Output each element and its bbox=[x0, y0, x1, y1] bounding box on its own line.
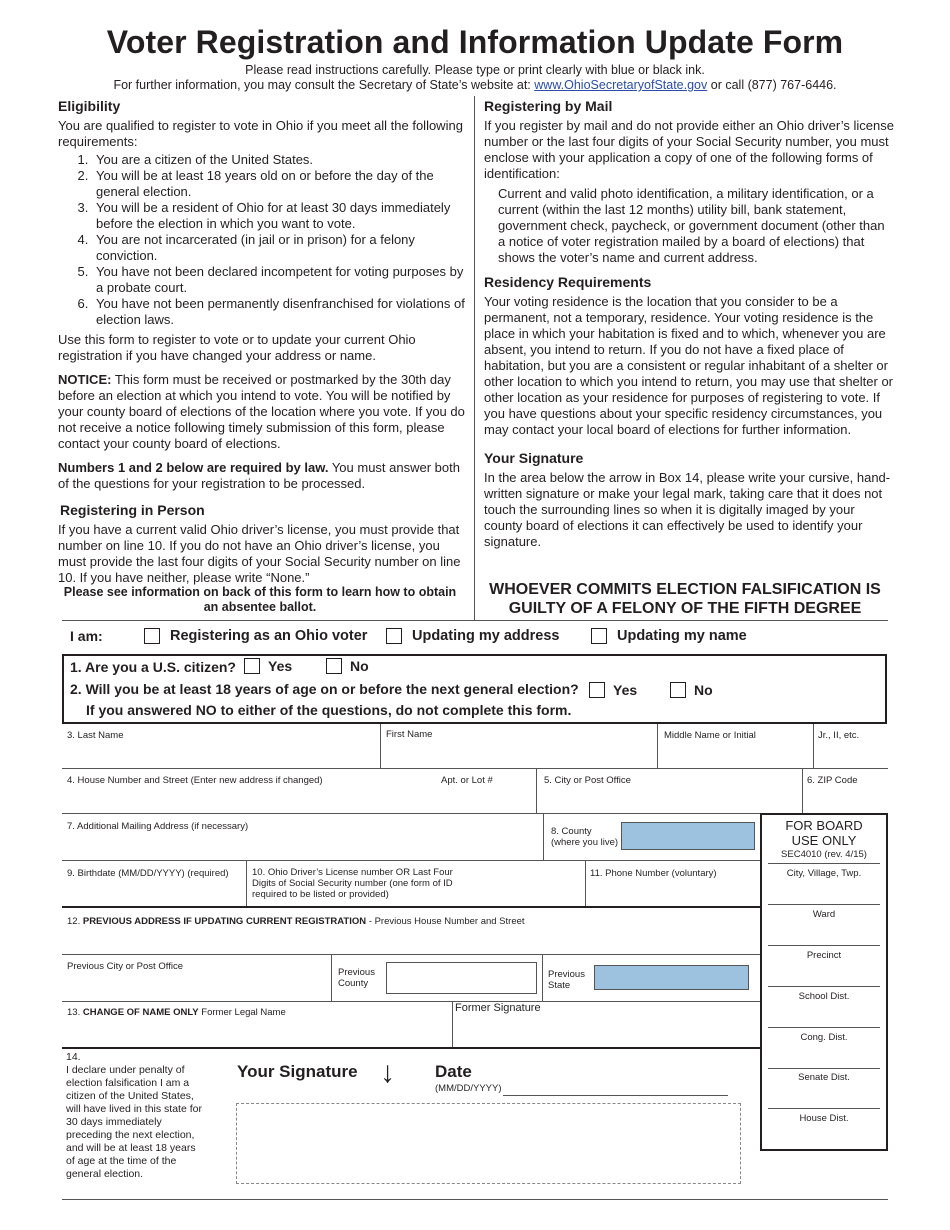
county-input[interactable] bbox=[621, 822, 755, 850]
divider bbox=[768, 1068, 880, 1069]
checkbox-update-name[interactable] bbox=[591, 628, 607, 644]
citizen-no[interactable] bbox=[326, 658, 369, 674]
name-bold: CHANGE OF NAME ONLY bbox=[82, 1007, 199, 1018]
license-label-line1: 10. Ohio Driver’s License number OR Last Four bbox=[252, 867, 453, 878]
mail-heading: Registering by Mail bbox=[484, 98, 613, 114]
instructions-line: Please read instructions carefully. Please type or print clearly with blue or black ink. bbox=[245, 63, 705, 77]
list-item: 1. You are a citizen of the United States. bbox=[92, 152, 468, 168]
questions-warning: If you answered NO to either of the questions, do not complete this form. bbox=[86, 702, 572, 718]
prev-county-line2: County bbox=[338, 978, 369, 989]
divider bbox=[585, 860, 586, 907]
option-label: Registering as an Ohio voter bbox=[170, 628, 368, 644]
option-label: Updating my name bbox=[617, 628, 747, 644]
checkbox-age-yes[interactable] bbox=[589, 682, 605, 698]
divider bbox=[62, 1199, 888, 1200]
previous-address-field[interactable] bbox=[67, 916, 525, 927]
divider bbox=[768, 1027, 880, 1028]
prev-state-line2: State bbox=[548, 980, 571, 991]
previous-state-label bbox=[548, 969, 585, 991]
previous-county-label bbox=[338, 967, 375, 989]
checkbox-citizen-yes[interactable] bbox=[244, 658, 260, 674]
divider bbox=[246, 860, 247, 907]
option-update-address[interactable] bbox=[386, 628, 559, 644]
license-field[interactable] bbox=[252, 867, 453, 900]
required-text bbox=[58, 460, 468, 492]
checkbox-registering[interactable] bbox=[144, 628, 160, 644]
divider bbox=[657, 724, 658, 768]
decl-num: 14. bbox=[66, 1051, 81, 1063]
license-label-line3: required to be listed or provided) bbox=[252, 889, 389, 900]
signature-area[interactable] bbox=[236, 1103, 741, 1184]
list-item: 6. You have not been permanently disenfranchised for violations of election laws. bbox=[92, 296, 468, 328]
previous-state-input[interactable] bbox=[594, 965, 749, 990]
prev-county-line1: Previous bbox=[338, 967, 375, 978]
county-label-line2: (where you live) bbox=[551, 837, 619, 848]
mail-text: If you register by mail and do not provide either an Ohio driver’s license number or the last four digits of your Social Security number, you must enclose with your application a copy of one of the following forms of identification: bbox=[484, 118, 894, 181]
board-senate: Senate Dist. bbox=[798, 1072, 850, 1083]
requirements-list bbox=[92, 152, 468, 328]
former-signature-field[interactable]: Former Signature bbox=[455, 1002, 541, 1014]
declaration bbox=[66, 1051, 206, 1181]
question-age: 2. Will you be at least 18 years of age on or before the next general election? bbox=[70, 681, 579, 697]
board-city: City, Village, Twp. bbox=[786, 868, 862, 879]
required-body: You must answer both of the questions for your registration to be processed. bbox=[58, 460, 460, 491]
license-label-line2: Digits of Social Security number (one form of ID bbox=[252, 878, 453, 889]
board-precinct: Precinct bbox=[806, 950, 842, 961]
eligibility-heading: Eligibility bbox=[58, 98, 121, 114]
divider bbox=[813, 724, 814, 768]
divider bbox=[62, 954, 760, 955]
list-item: 4. You are not incarcerated (in jail or in prison) for a felony conviction. bbox=[92, 232, 468, 264]
divider bbox=[62, 1047, 760, 1049]
apt-field[interactable]: Apt. or Lot # bbox=[441, 775, 493, 786]
yes-label: Yes bbox=[613, 682, 638, 698]
age-yes[interactable] bbox=[589, 682, 637, 698]
board-house: House Dist. bbox=[799, 1113, 849, 1124]
divider bbox=[768, 904, 880, 905]
residency-heading: Residency Requirements bbox=[484, 274, 652, 290]
divider bbox=[62, 860, 760, 861]
page-title: Voter Registration and Information Update Form bbox=[106, 24, 844, 60]
divider bbox=[452, 1001, 453, 1048]
checkbox-update-address[interactable] bbox=[386, 628, 402, 644]
left-column bbox=[58, 98, 468, 592]
notice-text bbox=[58, 372, 468, 452]
prev-rest: - Previous House Number and Street bbox=[368, 916, 525, 927]
eligibility-intro: You are qualified to register to vote in Ohio if you meet all the following requirements: bbox=[58, 118, 463, 149]
date-format: (MM/DD/YYYY) bbox=[435, 1083, 502, 1094]
middle-name-field[interactable]: Middle Name or Initial bbox=[664, 730, 756, 741]
birthdate-field[interactable]: 9. Birthdate (MM/DD/YYYY) (required) bbox=[67, 868, 229, 879]
divider bbox=[62, 1001, 760, 1002]
list-item: 2. You will be at least 18 years old on or before the day of the general election. bbox=[92, 168, 468, 200]
board-ward: Ward bbox=[812, 909, 836, 920]
name-rest: Former Legal Name bbox=[201, 1007, 286, 1018]
required-bold: Numbers 1 and 2 below are required by law. bbox=[58, 460, 329, 475]
divider bbox=[331, 954, 332, 1001]
residency-text: Your voting residence is the location that you consider to be a permanent, not a temporary, residence. Your voting residence is the place in which your habitation is fixed and to which, whenever you are absent, you intend to return. If you do not have a fixed place of habitation, but you are a consistent or regular inhabitant of a shelter or other location to which you intend to return, you may use that shelter or other location as your residence for purposes of registering to vote. If you have questions about your specific residency circumstances, you may contact your local board of elections for further information. bbox=[484, 294, 894, 437]
divider bbox=[768, 986, 880, 987]
your-signature-label: Your Signature bbox=[237, 1062, 358, 1081]
falsification-warning: WHOEVER COMMITS ELECTION FALSIFICATION IS GUILTY OF A FELONY OF THE FIFTH DEGREE bbox=[489, 581, 881, 617]
date-input[interactable] bbox=[503, 1095, 728, 1096]
last-name-field[interactable]: 3. Last Name bbox=[67, 730, 124, 741]
divider bbox=[380, 724, 381, 768]
divider bbox=[802, 768, 803, 813]
checkbox-age-no[interactable] bbox=[670, 682, 686, 698]
list-item: 5. You have not been declared incompetent for voting purposes by a probate court. bbox=[92, 264, 468, 296]
divider bbox=[62, 906, 760, 908]
county-label bbox=[551, 826, 618, 848]
yes-label: Yes bbox=[268, 658, 293, 674]
divider bbox=[768, 863, 880, 864]
age-no[interactable] bbox=[670, 682, 713, 698]
divider bbox=[62, 620, 888, 621]
divider bbox=[543, 813, 544, 860]
decl-text: I declare under penalty of election falsification I am a citizen of the United States, will have lived in this state for 30 days immediately preceding the next election, and will be at least 18 years of age at the time of the general election. bbox=[66, 1064, 202, 1180]
prev-state-line1: Previous bbox=[548, 969, 585, 980]
county-label-line1: 8. County bbox=[551, 826, 592, 837]
mail-ids-text: Current and valid photo identification, a military identification, or a current (within the last 12 months) utility bill, bank statement, government check, paycheck, or government document (other than a notice of voter registration mailed by a board of elections) that shows the voter’s name and current address. bbox=[498, 186, 885, 265]
divider bbox=[62, 813, 760, 814]
question-citizen: 1. Are you a U.S. citizen? bbox=[70, 659, 236, 675]
further-info-prefix: For further information, you may consult the Secretary of State’s website at: bbox=[113, 78, 531, 92]
option-update-name[interactable] bbox=[591, 628, 747, 644]
i-am-label: I am: bbox=[70, 628, 103, 644]
prev-bold: PREVIOUS ADDRESS IF UPDATING CURRENT REGISTRATION bbox=[82, 916, 367, 927]
board-use-only-box bbox=[760, 813, 888, 1151]
signature-text: In the area below the arrow in Box 14, please write your cursive, hand-written signature or make your legal mark, taking care that it does not touch the surrounding lines so when it is digitally imaged by your county board of elections it can effectively be used to identify your signature. bbox=[484, 470, 891, 549]
no-label: No bbox=[694, 682, 713, 698]
phone-field[interactable]: 11. Phone Number (voluntary) bbox=[590, 868, 717, 879]
no-label: No bbox=[350, 658, 369, 674]
in-person-heading: Registering in Person bbox=[60, 502, 205, 518]
option-label: Updating my address bbox=[412, 628, 560, 644]
mailing-address-field[interactable]: 7. Additional Mailing Address (if necessary) bbox=[67, 821, 249, 832]
divider bbox=[542, 954, 543, 1001]
sos-website-link[interactable]: www.OhioSecretaryofState.gov bbox=[534, 78, 708, 92]
further-info-suffix: or call (877) 767-6446. bbox=[710, 78, 837, 92]
previous-county-input[interactable] bbox=[386, 962, 537, 994]
board-school: School Dist. bbox=[798, 991, 850, 1002]
form-code: SEC4010 (rev. 4/15) bbox=[781, 849, 867, 860]
absentee-note: Please see information on back of this form to learn how to obtain an absentee ballot. bbox=[63, 585, 457, 614]
name-num: 13. bbox=[67, 1007, 81, 1018]
right-column bbox=[484, 98, 894, 556]
option-registering[interactable] bbox=[144, 628, 367, 644]
further-info-line bbox=[0, 78, 950, 92]
board-congress: Cong. Dist. bbox=[800, 1032, 848, 1043]
list-item: 3. You will be a resident of Ohio for at least 30 days immediately before the election in which you want to vote. bbox=[92, 200, 468, 232]
board-title-1: FOR BOARD bbox=[785, 818, 863, 833]
former-name-field[interactable] bbox=[67, 1007, 286, 1018]
citizen-yes[interactable] bbox=[244, 658, 292, 674]
arrow-down-icon: ↓ bbox=[380, 1056, 395, 1089]
zip-field[interactable]: 6. ZIP Code bbox=[807, 775, 858, 786]
first-name-field[interactable]: First Name bbox=[386, 729, 433, 740]
column-divider bbox=[474, 96, 475, 620]
notice-label: NOTICE: bbox=[58, 372, 112, 387]
previous-city-field[interactable]: Previous City or Post Office bbox=[67, 961, 183, 972]
divider bbox=[768, 945, 880, 946]
city-field[interactable]: 5. City or Post Office bbox=[544, 775, 631, 786]
prev-num: 12. bbox=[67, 916, 81, 927]
divider bbox=[768, 1108, 880, 1109]
street-field[interactable]: 4. House Number and Street (Enter new address if changed) bbox=[67, 775, 323, 786]
in-person-text: If you have a current valid Ohio driver’s license, you must provide that number on line 10. If you do not have an Ohio driver’s license, you must provide the last four digits of your Social Security number on line 10. If you have neither, please write “None.” bbox=[58, 522, 461, 585]
notice-body: This form must be received or postmarked by the 30th day before an election at which you intend to vote. You will be notified by your county board of elections of the location where you vote. If you do not receive a notice following timely submission of this form, please contact your county board of elections. bbox=[58, 372, 465, 451]
use-form-text: Use this form to register to vote or to update your current Ohio registration if you have changed your address or name. bbox=[58, 332, 416, 363]
divider bbox=[62, 768, 888, 769]
checkbox-citizen-no[interactable] bbox=[326, 658, 342, 674]
signature-heading: Your Signature bbox=[484, 450, 584, 466]
divider bbox=[536, 768, 537, 813]
date-label: Date bbox=[435, 1062, 472, 1081]
board-title-2: USE ONLY bbox=[791, 833, 857, 848]
suffix-field[interactable]: Jr., II, etc. bbox=[818, 730, 860, 741]
